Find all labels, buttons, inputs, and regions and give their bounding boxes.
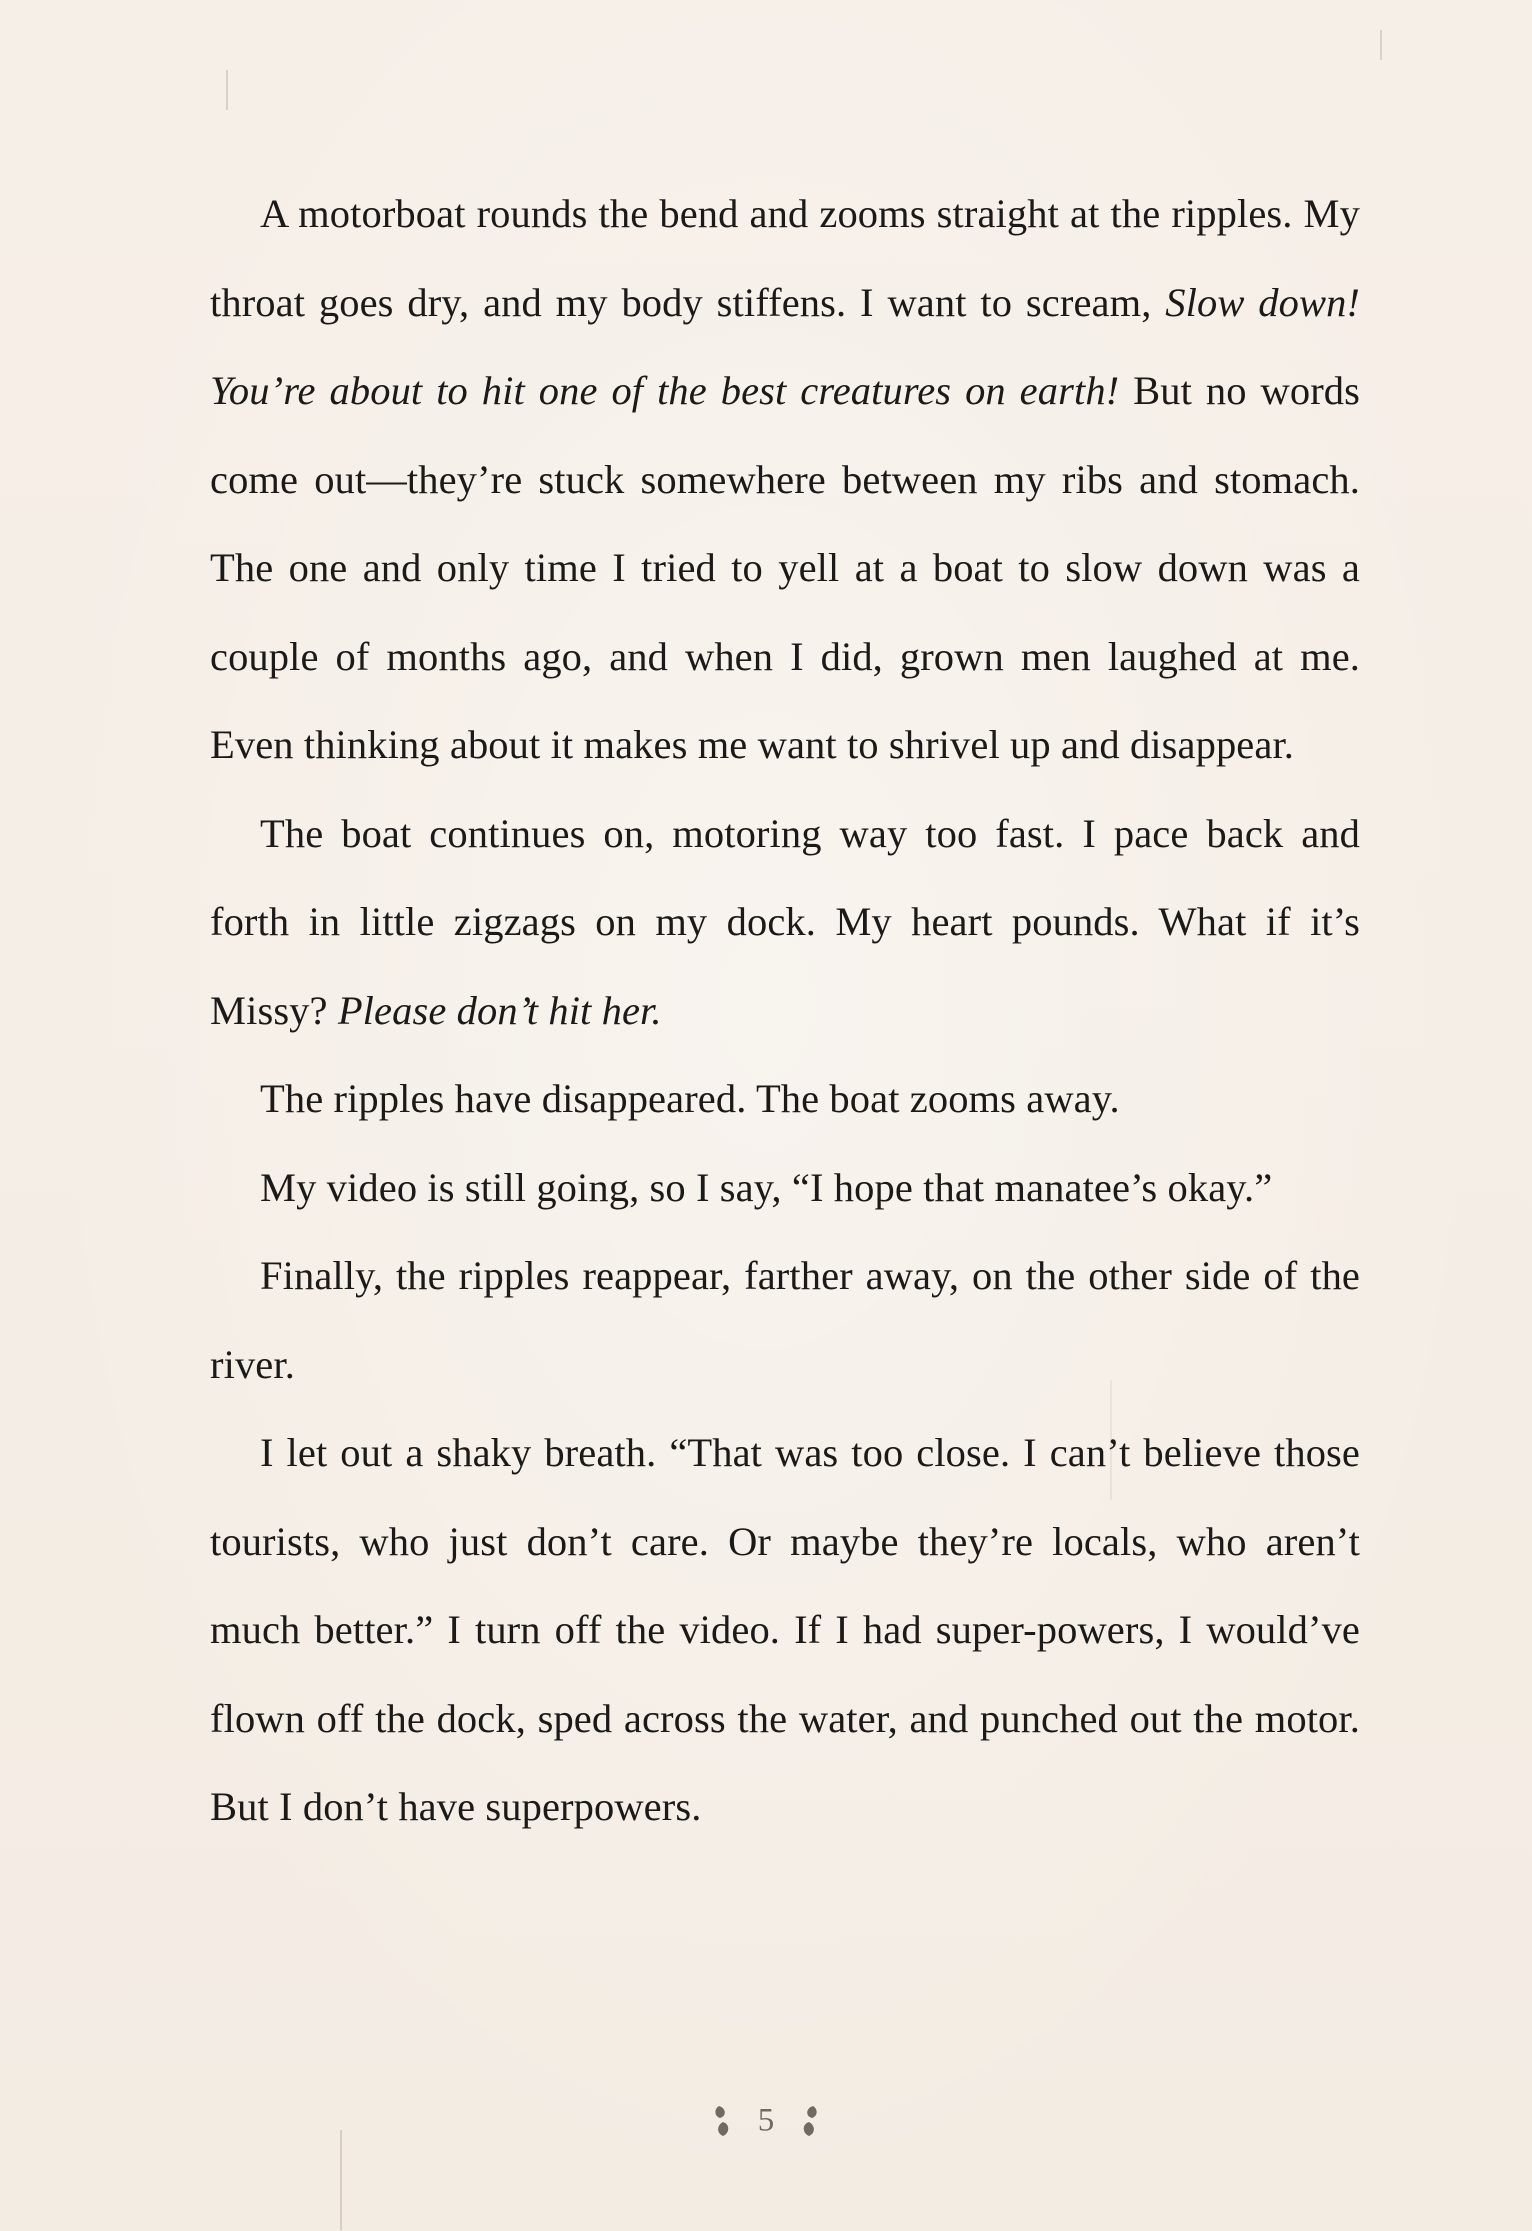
- paragraph-1: [210, 170, 1360, 790]
- italic-text-run: Please don’t hit her.: [337, 987, 662, 1033]
- paper-speck: [226, 70, 228, 110]
- text-run: The boat continues on, motoring way too fast. I pace back and forth in little zigzags on my dock. My heart pounds. What if it’s Missy?: [210, 810, 1360, 1033]
- text-run: Finally, the ripples reappear, farther away, on the other side of the river.: [210, 1253, 1360, 1387]
- italic-text-run: Slow down! You’re about to hit one of the best creatures on earth!: [210, 279, 1361, 413]
- body-text: [210, 170, 1360, 1852]
- leaf-ornament-icon: [711, 2104, 733, 2138]
- paper-speck: [1380, 30, 1382, 60]
- page-number: 5: [757, 2102, 775, 2139]
- paragraph-2: [210, 790, 1360, 1056]
- paper-speck: [1110, 1380, 1112, 1500]
- leaf-ornament-icon: [799, 2104, 821, 2138]
- text-run: I let out a shaky breath. “That was too close. I can’t believe those tourists, who just don’t care. Or maybe they’re locals, who aren’t much better.” I turn off the video. If I had super-powers, I would’ve flown off the dock, sped across the water, and punched out the motor. But I don’t have superpowers.: [210, 1430, 1360, 1829]
- text-run: The ripples have disappeared. The boat zooms away.: [260, 1076, 1120, 1121]
- text-run: But no words come out—they’re stuck somewhere between my ribs and stomach. The one and only time I tried to yell at a boat to slow down was a couple of months ago, and when I did, grown men laughed at me. Even thinking about it makes me want to shrivel up and disappear.: [210, 368, 1361, 767]
- page-footer: [0, 2100, 1532, 2140]
- paragraph-5: [210, 1232, 1360, 1409]
- text-run: A motorboat rounds the bend and zooms straight at the ripples. My throat goes dry, and my body stiffens. I want to scream,: [210, 191, 1360, 325]
- paragraph-3: [210, 1055, 1360, 1144]
- paragraph-4: [210, 1144, 1360, 1233]
- paragraph-6: [210, 1409, 1360, 1852]
- text-run: My video is still going, so I say, “I hope that manatee’s okay.”: [260, 1164, 1273, 1210]
- paper-speck: [340, 2130, 342, 2230]
